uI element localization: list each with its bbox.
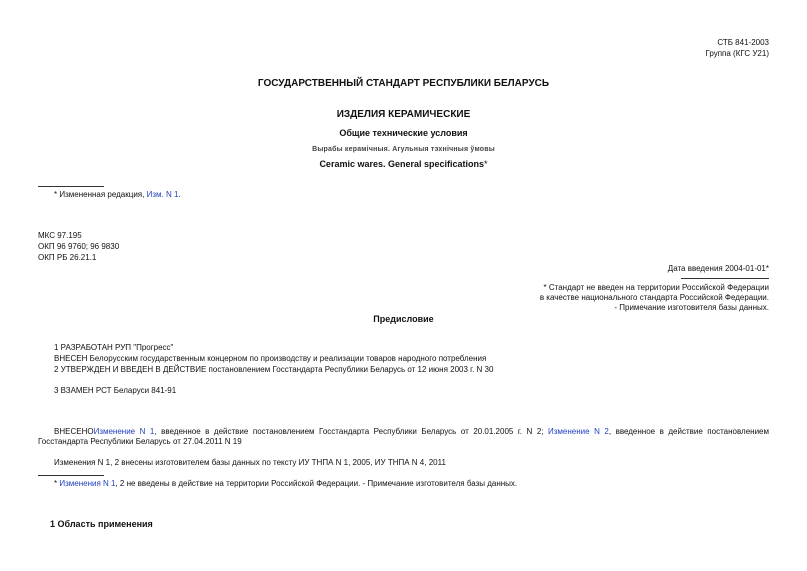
footnote-rule xyxy=(38,475,104,476)
amendments-1-link[interactable]: Изменения N 1 xyxy=(59,479,116,488)
note-line-1: * Стандарт не введен на территории Российской Федерации xyxy=(543,283,769,292)
amendment-2-link[interactable]: Изменение N 2 xyxy=(548,427,609,436)
amendment-1-link[interactable]: Изменение N 1 xyxy=(93,427,155,436)
introduction-date: Дата введения 2004-01-01* xyxy=(667,264,769,273)
section-1-heading: 1 Область применения xyxy=(50,519,153,529)
preface-item-1: 1 РАЗРАБОТАН РУП "Прогресс" xyxy=(54,343,174,352)
preface-item-2: 2 УТВЕРЖДЕН И ВВЕДЕН В ДЕЙСТВИЕ постановлением Госстандарта Республики Беларусь от 12 июня 2003 г. N 30 xyxy=(54,365,494,374)
okp-rb-code: ОКП РБ 26.21.1 xyxy=(38,253,97,262)
mks-code: МКС 97.195 xyxy=(38,231,82,240)
product-title: ИЗДЕЛИЯ КЕРАМИЧЕСКИЕ xyxy=(336,109,471,120)
note-rule xyxy=(681,278,769,279)
belarusian-title: Вырабы керамiчныя. Агульныя тэхнiчныя ўмовы xyxy=(312,146,495,153)
footnote-amendments: * Изменения N 1, 2 не введены в действие на территории Российской Федерации. - Примечание изготовителя базы данных. xyxy=(54,479,518,488)
state-standard-title: ГОСУДАРСТВЕННЫЙ СТАНДАРТ РЕСПУБЛИКИ БЕЛАРУСЬ xyxy=(257,78,550,89)
standard-group: Группа (КГС У21) xyxy=(705,49,769,58)
amendments-paragraph: ВНЕСЕНОИзменение N 1, введенное в действие постановлением Госстандарта Республики Беларусь от 20.01.2005 г. N 2; Изменение N 2, введенное в действие постановлением Госстандарта Республики Беларусь от 27.04.2011 N 19 xyxy=(38,427,770,446)
amendment-1-link[interactable]: Изм. N 1 xyxy=(146,190,179,199)
changes-note: Изменения N 1, 2 внесены изготовителем базы данных по тексту ИУ ТНПА N 1, 2005, ИУ ТНПА N 4, 2011 xyxy=(54,458,446,467)
footnote-rule xyxy=(38,186,104,187)
footnote-edited: * Измененная редакция, Изм. N 1. xyxy=(54,190,181,199)
preface-item-1b: ВНЕСЕН Белорусским государственным концерном по производству и реализации товаров народного потребления xyxy=(54,354,487,363)
preface-heading: Предисловие xyxy=(373,314,434,324)
note-line-2: в качестве национального стандарта Российской Федерации. xyxy=(539,293,769,302)
english-title: Ceramic wares. General specifications* xyxy=(319,159,488,169)
okp-code: ОКП 96 9760; 96 9830 xyxy=(38,242,120,251)
note-line-3: - Примечание изготовителя базы данных. xyxy=(614,303,769,312)
preface-item-3: 3 ВЗАМЕН РСТ Беларуси 841-91 xyxy=(54,386,177,395)
standard-number: СТБ 841-2003 xyxy=(717,38,769,47)
document-subtitle: Общие технические условия xyxy=(339,128,468,138)
